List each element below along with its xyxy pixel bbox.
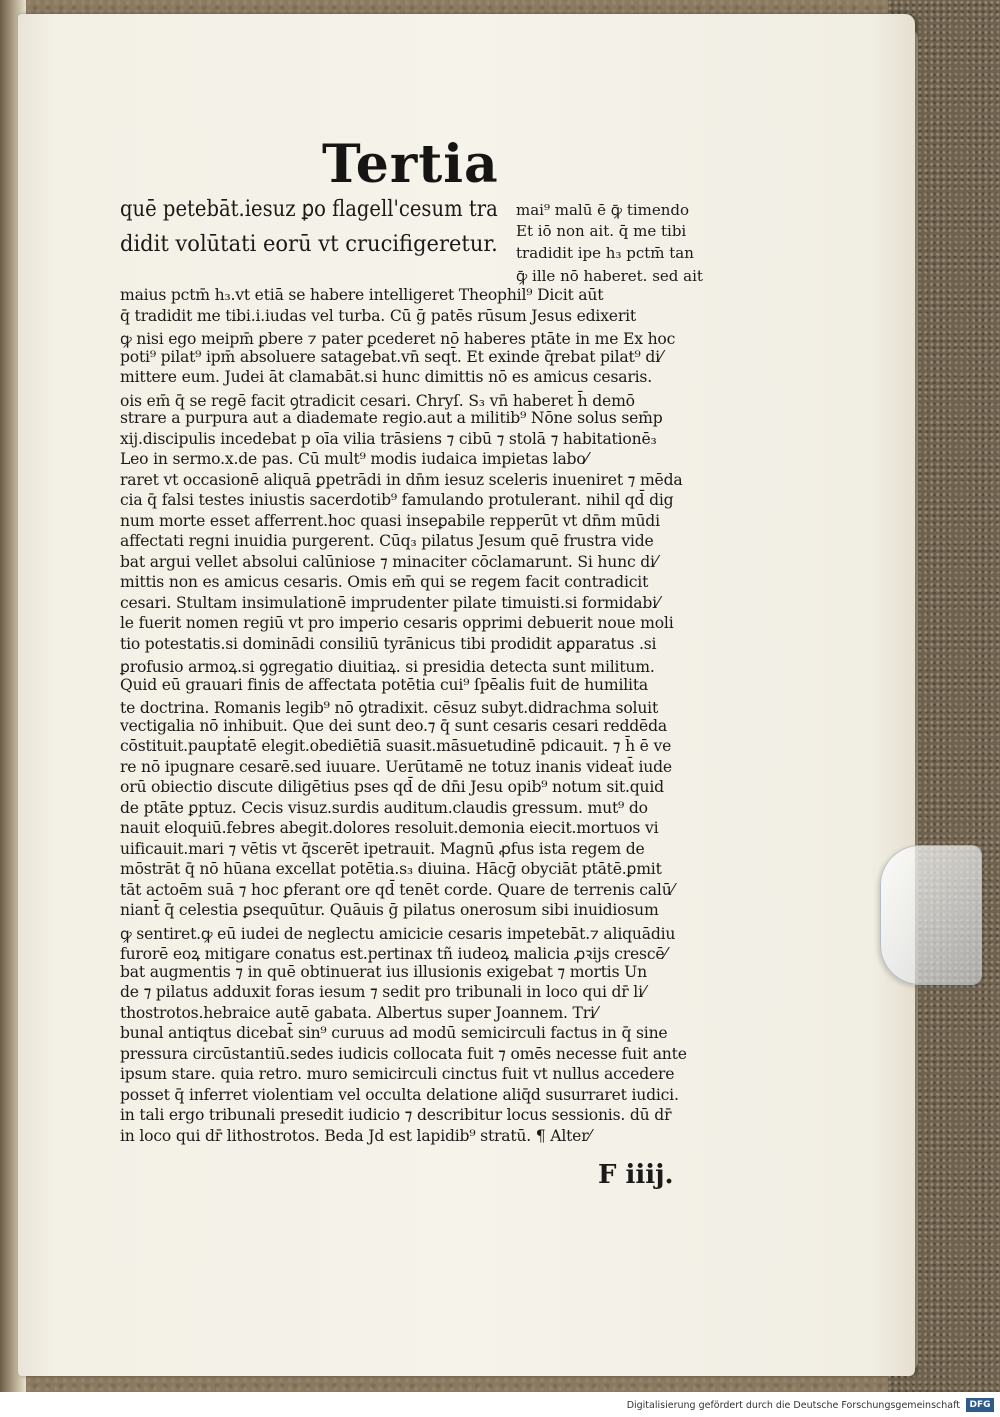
- body-line: mittere eum. Judei āt clamabāt.si hunc dimittis nō es amicus cesaris.: [120, 368, 652, 386]
- body-line: xij.discipulis incedebat p oīa vilia trāsiens ⁊ cibū ⁊ stolā ⁊ habitationē₃: [120, 429, 657, 448]
- signature-mark: F iiij.: [598, 1160, 674, 1190]
- body-line: cesari. Stultam insimulationē imprudenter pilate timuisti.si formidabi⁄: [120, 593, 660, 612]
- body-line: posset q̄ inferret violentiam vel occulta delatione aliq̄d susurraret iudici.: [120, 1085, 679, 1104]
- body-line: cia q̄ falsi testes iniustis sacerdotib⁹ famulando protulerant. nihil qd̄ dig: [120, 491, 674, 509]
- page-clip: [880, 845, 982, 985]
- body-line: in loco qui dr̄ lithostrotos. Beda Jd est lapidib⁹ stratū. ¶ Alter⁄: [120, 1126, 591, 1145]
- body-line: thostrotos.hebraice autē gabata. Albertus super Joannem. Tri⁄: [120, 1003, 598, 1022]
- body-line: affectati regni inuidia purgerent. Cūq₃ pilatus Jesum quē frustra vide: [120, 532, 654, 550]
- page-heading: Tertia: [322, 134, 499, 195]
- dfg-logo: DFG: [966, 1398, 994, 1412]
- body-line: le fuerit nomen regiū vt pro imperio cesaris opprimi debuerit noue moli: [120, 614, 674, 632]
- body-line: furorē eoꝝ mitigare conatus est.pertinax tñ iudeoꝝ malicia ꝓꝛijs crescē⁄: [120, 945, 667, 963]
- body-line: Leo in sermo.x.de pas. Cū mult⁹ modis iudaica impietas labo⁄: [120, 450, 588, 468]
- body-line: tio potestatis.si dominādi consiliū tyrānicus tibi prodidit aꝑparatus .si: [120, 634, 657, 653]
- body-line: ꝑrofusio armoꝝ.si ꝯgregatio diuitiaꝝ. si presidia detecta sunt militum.: [120, 658, 655, 676]
- body-line: de ⁊ pilatus adduxit foras iesum ⁊ sedit pro tribunali in loco qui dr̄ li⁄: [120, 983, 646, 1001]
- body-line: uificauit.mari ⁊ vētis vt q̄scerēt ipetrauit. Magnū ꝓfus ista regem de: [120, 839, 645, 858]
- top-left-line: quē petebāt.iesuz ꝑo flagell'cesum tra: [120, 197, 498, 222]
- top-right-line: Et iō non ait. q̄ me tibi: [516, 222, 687, 240]
- top-right-line: ꝙ̄ ille nō haberet. sed ait: [516, 267, 703, 285]
- body-line: raret vt occasionē aliquā ꝑpetrādi in dn̄m iesuz sceleris inueniret ⁊ mēda: [120, 470, 683, 489]
- body-line: pressura circūstantiū.sedes iudicis collocata fuit ⁊ omēs necesse fuit ante: [120, 1044, 687, 1063]
- body-line: tāt actoēm suā ⁊ hoc ꝑferant ore qd̄ tenēt corde. Quare de terrenis calū⁄: [120, 880, 674, 899]
- body-line: bat argui vellet absolui calūniose ⁊ minaciter cōclamarunt. Si hunc di⁄: [120, 552, 658, 571]
- body-line: ois em̄ q̄ se regē facit ꝯtradicit cesari. Chryſ. S₃ vn̄ haberet h̄ demō: [120, 391, 635, 410]
- body-line: mittis non es amicus cesaris. Omis em̄ qui se regem facit contradicit: [120, 573, 649, 591]
- body-line: Quid eū grauari finis de affectata potētia cui⁹ ſpēalis fuit de humilita: [120, 675, 649, 694]
- body-line: ꝙ sentiret.ꝙ eū iudei de neglectu amicicie cesaris impetebāt.⁊ aliquādiu: [120, 924, 676, 943]
- body-line: poti⁹ pilat⁹ ipm̄ absoluere satagebat.vn̄ seqt̄. Et exinde q̄rebat pilat⁹ di⁄: [120, 347, 663, 366]
- body-line: in tali ergo tribunali presedit iudicio ⁊ describitur locus sessionis. dū dr̄: [120, 1106, 672, 1124]
- top-right-line: tradidit ipe h₃ pctm̄ tan: [516, 244, 694, 262]
- body-line: strare a purpura aut a diademate regio.aut a militib⁹ Nōne solus sem̄p: [120, 409, 663, 427]
- body-line: ipsum stare. quia retro. muro semicirculi cinctus fuit vt nullus accedere: [120, 1065, 675, 1083]
- body-line: mōstrāt q̄ nō hūana excellat potētia.s₃ diuina. Hācḡ obyciāt ptātē.ꝑmit: [120, 860, 662, 878]
- body-line: num morte esset afferrent.hoc quasi inseꝑabile repperūt vt dn̄m mūdi: [120, 511, 660, 530]
- top-left-line: didit volūtati eorū vt crucifigeretur.: [120, 232, 498, 257]
- body-line: nauit eloquiū.febres abegit.dolores resoluit.demonia eiecit.mortuos vi: [120, 819, 659, 837]
- body-line: te doctrina. Romanis legib⁹ nō ꝯtradixit. cēsuz subyt.didrachma soluit: [120, 699, 659, 717]
- body-line: re nō ipugnare cesarē.sed iuuare. Uerūtamē ne totuz inanis videat̄ iude: [120, 757, 672, 776]
- body-line: vectigalia nō inhibuit. Que dei sunt deo.⁊ q̄ sunt cesaris cesari reddēda: [120, 716, 667, 735]
- top-right-line: mai⁹ malū ē ꝙ̄ timendo: [516, 201, 690, 219]
- funding-credit: Digitalisierung gefördert durch die Deutsche Forschungsgemeinschaft: [626, 1400, 960, 1411]
- body-line: bunal antiqtus dicebat̄ sin⁹ curuus ad modū semicirculi factus in q̄ sine: [120, 1024, 668, 1042]
- body-line: ꝙ nisi ego meipm̄ ꝑbere ⁊ pater ꝑcederet nō haberes ptāte in me Ex hoc: [120, 330, 676, 348]
- body-line: orū obiectio discute diligētius pses qd̄ de dn̄i Jesu opib⁹ notum sit.quid: [120, 778, 664, 796]
- body-line: bat augmentis ⁊ in quē obtinuerat ius illusionis exigebat ⁊ mortis Un: [120, 962, 647, 981]
- body-line: q̄ tradidit me tibi.i.iudas vel turba. Cū ḡ patēs rūsum Jesus edixerit: [120, 306, 636, 325]
- body-line: de ptāte ꝑptuz. Cecis visuz.surdis auditum.claudis gressum. mut⁹ do: [120, 798, 648, 817]
- body-line: niant̄ q̄ celestia ꝑsequūtur. Quāuis ḡ pilatus onerosum sibi inuidiosum: [120, 901, 659, 919]
- body-line: maius pctm̄ h₃.vt etiā se habere intelligeret Theophil⁹ Dicit aūt: [120, 286, 604, 304]
- body-line: cōstituit.paupṫatē elegit.obediētiā suasit.māsuetudinē pdicauit. ⁊ h̄ ē ve: [120, 737, 672, 755]
